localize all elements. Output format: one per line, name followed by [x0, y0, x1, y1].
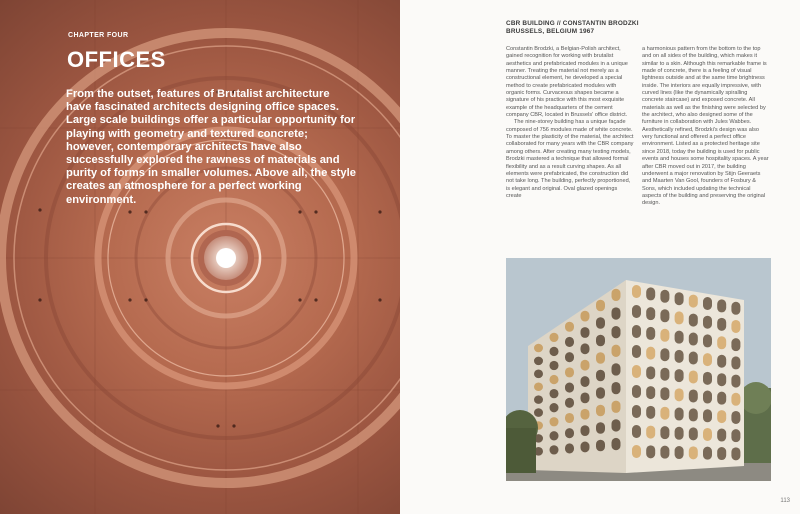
right-page: [400, 0, 800, 514]
page-number: 113: [780, 498, 790, 504]
chapter-intro: From the outset, features of Brutalist architecture have fascinated architects designing office spaces. Large scale buildings offer a particular opportunity for playing with geometry and textured concrete; however, contemporary architects have also successfully explored the rawness of materials and purity of forms in smaller volumes. Above all, the style creates an atmosphere for a perfect working environment.: [66, 88, 356, 206]
body-paragraph: The nine-storey building has a unique façade composed of 756 modules made of white concrete. To master the plasticity of the material, the architect collaborated for many years with the CBR company among others. After creating many testing models, Brodzki mastered a technique that allowed formal flexibility and as a result curving shapes. As all elements were prefabricated, the construction did not take long. The building, perfectly proportioned, is elegant and original. Oval glazed openings create: [506, 119, 634, 199]
project-name: CBR BUILDING // CONSTANTIN BRODZKI: [506, 20, 639, 27]
chapter-label: CHAPTER FOUR: [68, 32, 129, 39]
body-paragraph: Constantin Brodzki, a Belgian-Polish architect, gained recognition for working with brutalist aesthetics and prefabricated modules in a unique manner. Treating the material not merely as a constructional element, he developed a special method to create prefabricated modules with organic forms. Curvaceous shapes became a signature of his practice with this most exquisite example of the headquarters of the cement company CBR, located in Brussels' office district.: [506, 46, 628, 119]
project-heading: [506, 20, 639, 36]
building-photo: [506, 258, 771, 481]
body-paragraph: a harmonious pattern from the bottom to the top and on all sides of the building, which makes it similar to a skin. Although this remarkable frame is made of concrete, there is a feeling of visual lightness outside and at the same time brightness inside. The interiors are equally impressive, with curved lines (like the dynamically spiralling concrete staircase) and exposed concrete. All materials as well as the finishing were selected by the architect, who also designed some of the furniture in collaboration with Jules Wabbes. Aesthetically refined, Brodzki's design was also very functional and offered a perfect office environment. Listed as a protected heritage site since 2018, today the building is used for public events and houses some hospitality spaces. A year after CBR moved out in 2017, the building underwent a major renovation by Stijn Geeraets and Maarten Van Gool, founders of Fosbury & Sons, which included updating the technical aspects of the building and preserving the original design.: [642, 46, 769, 207]
text-column-2: [642, 46, 770, 208]
project-location: BRUSSELS, BELGIUM 1967: [506, 28, 595, 35]
chapter-title: OFFICES: [67, 47, 166, 72]
text-column-1: [506, 46, 634, 200]
